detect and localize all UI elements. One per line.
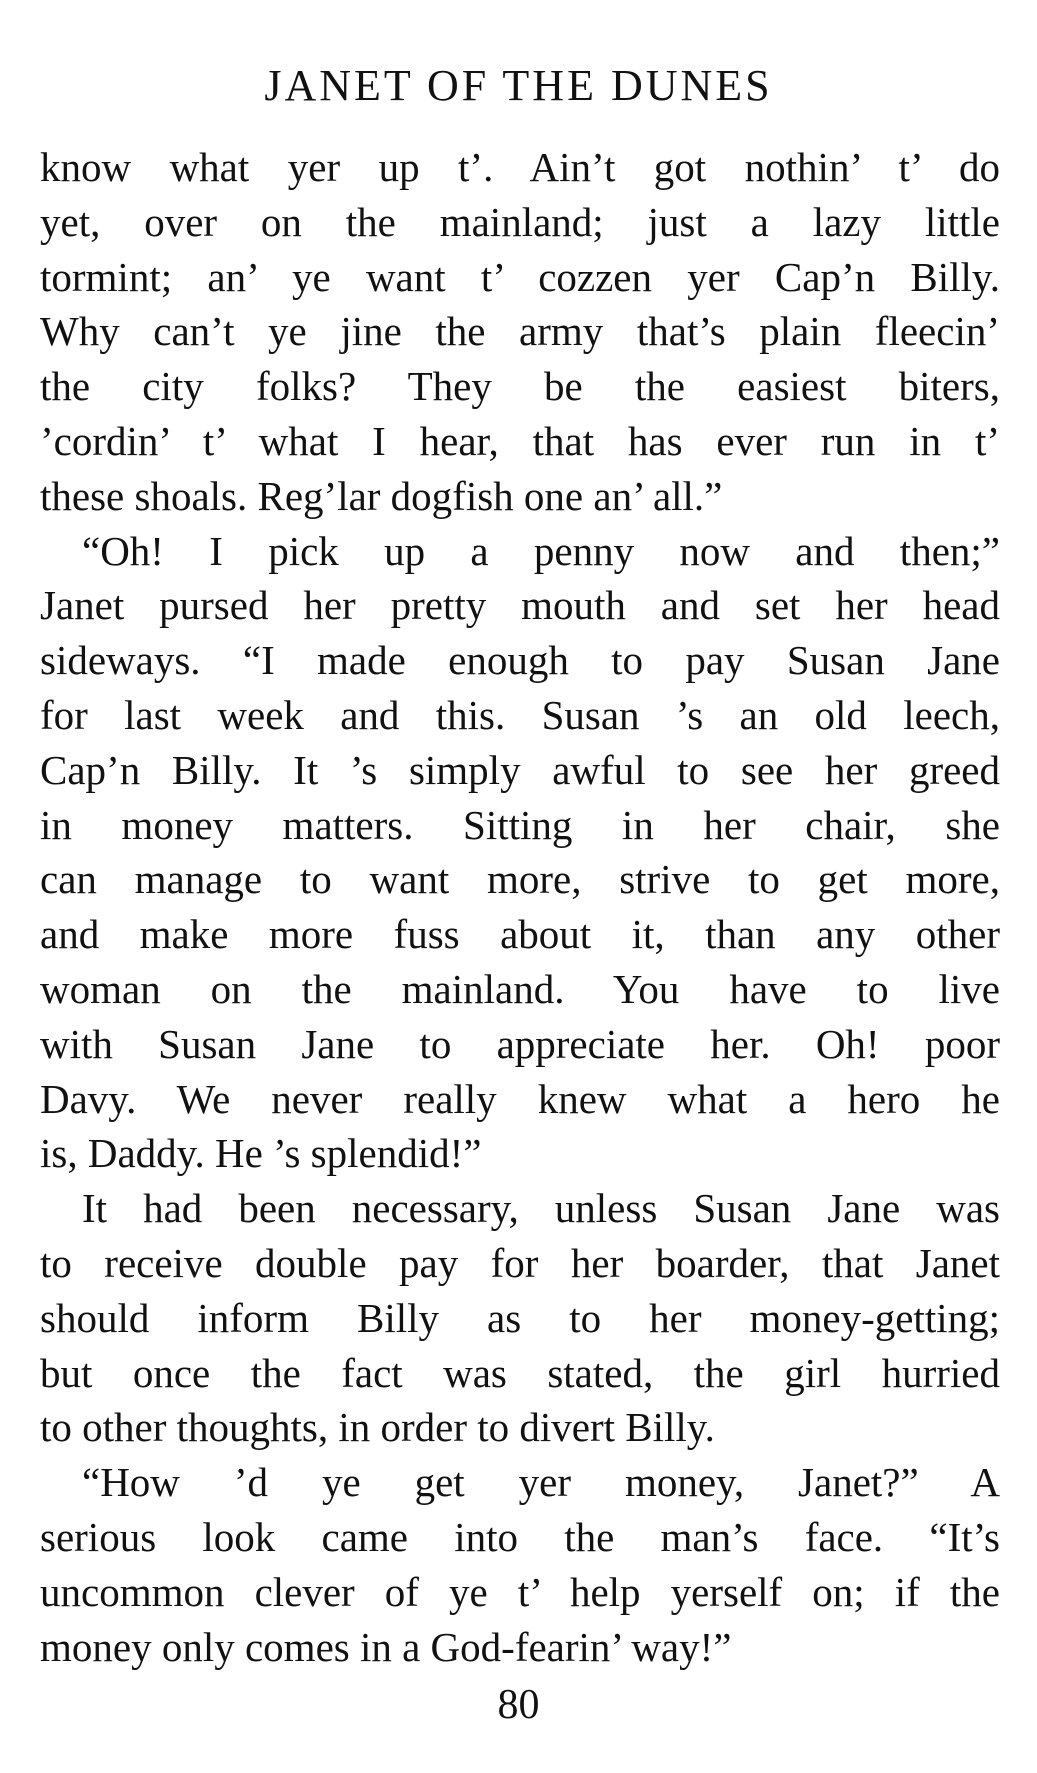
text-line: yet, over on the mainland; just a lazy little	[40, 198, 1000, 245]
text-line: Why can’t ye jine the army that’s plain fleecin’	[40, 308, 1000, 355]
text-line: for last week and this. Susan ’s an old leech,	[40, 691, 1000, 738]
text-line: “Oh! I pick up a penny now and then;”	[82, 527, 1000, 574]
text-line: Janet pursed her pretty mouth and set her head	[40, 582, 1000, 629]
text-line: is, Daddy. He ’s splendid!”	[40, 1130, 482, 1177]
text-line: It had been necessary, unless Susan Jane was	[82, 1185, 1000, 1232]
text-line: Davy. We never really knew what a hero he	[40, 1075, 1000, 1122]
text-line: these shoals. Reg’lar dogfish one an’ all.”	[40, 472, 723, 519]
text-line: to other thoughts, in order to divert Billy.	[40, 1404, 715, 1451]
text-line: in money matters. Sitting in her chair, she	[40, 801, 1000, 848]
text-line: sideways. “I made enough to pay Susan Jane	[40, 637, 1000, 684]
text-line: can manage to want more, strive to get more,	[40, 856, 1000, 903]
text-line: ’cordin’ t’ what I hear, that has ever run in t’	[40, 417, 1000, 464]
text-line: Cap’n Billy. It ’s simply awful to see her greed	[40, 746, 1000, 793]
text-line: to receive double pay for her boarder, that Janet	[40, 1239, 1000, 1286]
text-line: know what yer up t’. Ain’t got nothin’ t’ do	[40, 144, 1000, 190]
text-line: money only comes in a God-fearin’ way!”	[40, 1623, 732, 1670]
text-line: woman on the mainland. You have to live	[40, 965, 1000, 1012]
running-head: JANET OF THE DUNES	[264, 61, 773, 110]
page-number: 80	[497, 1682, 540, 1728]
text-line: but once the fact was stated, the girl hurried	[40, 1349, 1000, 1396]
text-line: should inform Billy as to her money-getting;	[40, 1294, 1000, 1341]
text-line: uncommon clever of ye t’ help yerself on; if the	[40, 1568, 1000, 1615]
text-line: serious look came into the man’s face. “It’s	[40, 1513, 1000, 1560]
body-text	[40, 140, 1000, 1674]
text-line: and make more fuss about it, than any other	[40, 911, 1000, 958]
text-line: tormint; an’ ye want t’ cozzen yer Cap’n Billy.	[40, 253, 1000, 300]
text-line: with Susan Jane to appreciate her. Oh! poor	[40, 1020, 1000, 1067]
text-line: the city folks? They be the easiest biters,	[40, 363, 1000, 410]
text-line: “How ’d ye get yer money, Janet?” A	[82, 1459, 1000, 1506]
